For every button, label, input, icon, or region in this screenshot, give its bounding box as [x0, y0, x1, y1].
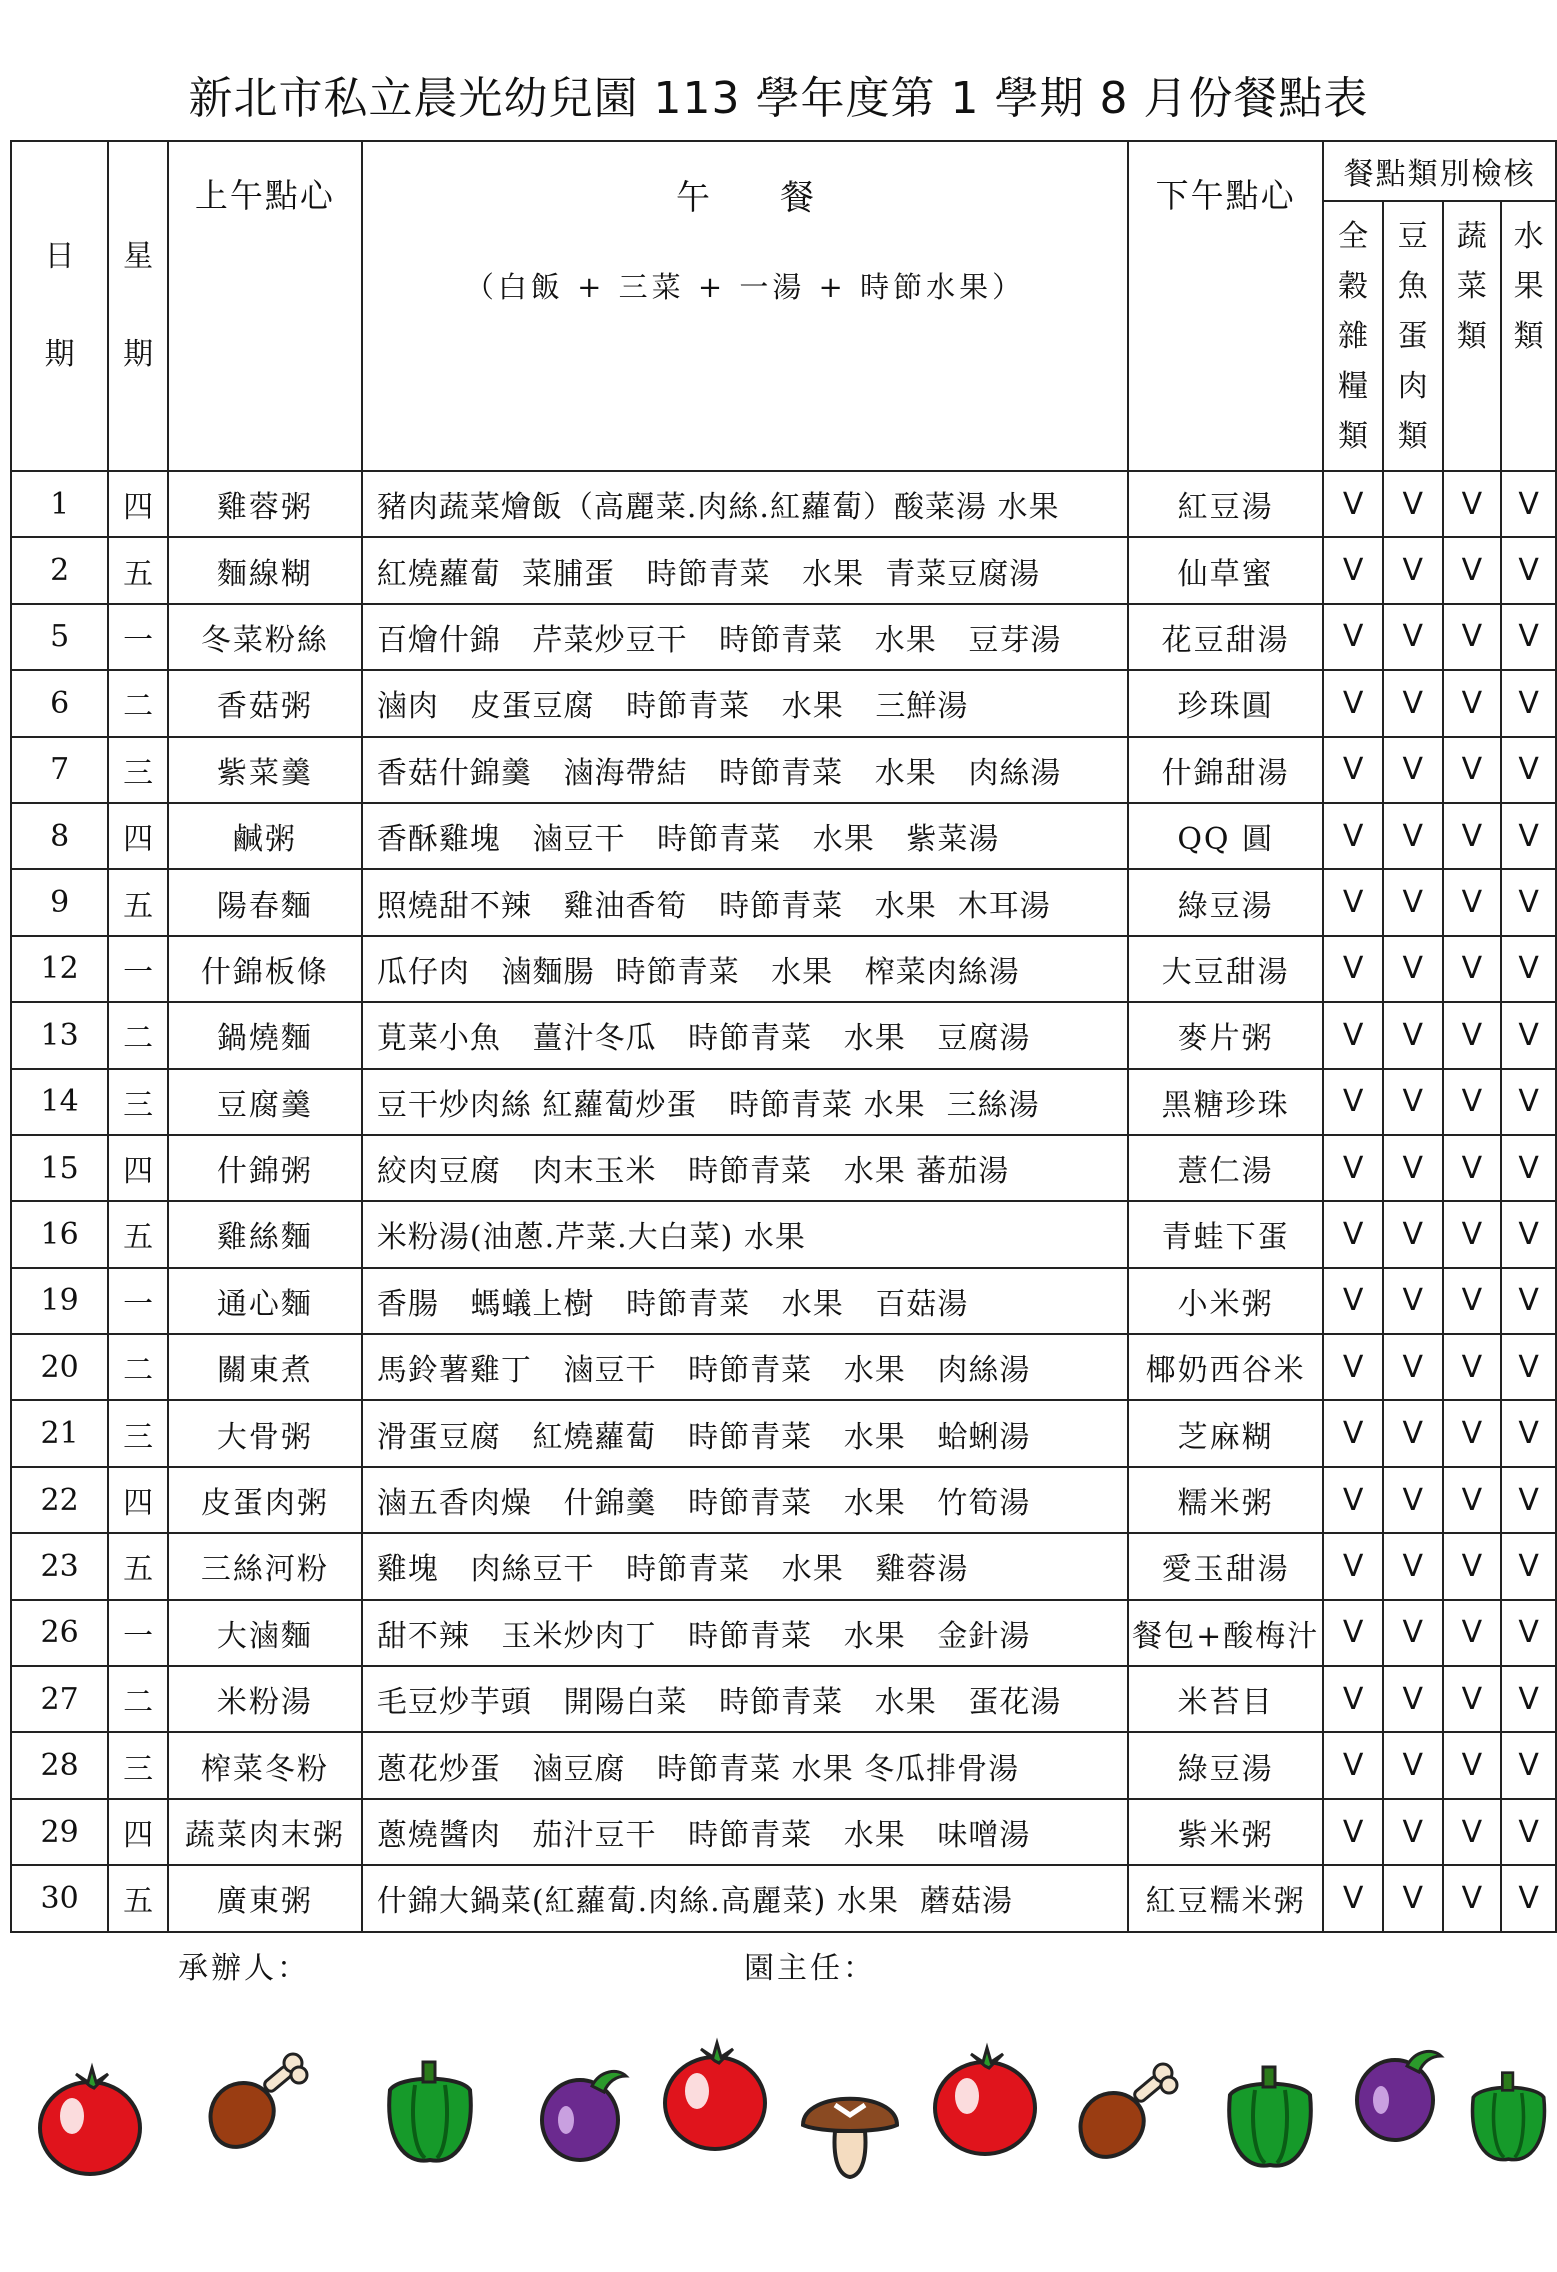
row-lunch: 蔥燒醬肉 茄汁豆干 時節青菜 水果 味噌湯	[362, 1799, 1128, 1865]
header-weekday-line1: 星	[123, 239, 154, 274]
row-lunch: 豬肉蔬菜燴飯（高麗菜.肉絲.紅蘿蔔）酸菜湯 水果	[362, 471, 1128, 537]
row-check-grains: V	[1323, 1069, 1383, 1135]
table-row	[11, 1400, 1556, 1466]
row-lunch: 滷五香肉燥 什錦羹 時節青菜 水果 竹筍湯	[362, 1467, 1128, 1533]
row-date: 7	[11, 737, 108, 803]
row-check-vegetables: V	[1443, 1268, 1502, 1334]
row-check-fruit: V	[1501, 1799, 1556, 1865]
row-check-protein: V	[1383, 670, 1443, 736]
row-check-vegetables: V	[1443, 1533, 1502, 1599]
row-pm-snack: 紫米粥	[1128, 1799, 1323, 1865]
row-check-grains: V	[1323, 1732, 1383, 1798]
row-check-vegetables: V	[1443, 1600, 1502, 1666]
row-check-protein: V	[1383, 1600, 1443, 1666]
row-check-grains: V	[1323, 1600, 1383, 1666]
category-char: 類	[1513, 319, 1544, 354]
handler-signature-label: 承辦人：	[178, 1951, 310, 1986]
row-weekday: 三	[108, 1069, 168, 1135]
row-check-grains: V	[1323, 936, 1383, 1002]
category-char: 類	[1338, 419, 1369, 454]
table-row	[11, 737, 1556, 803]
row-weekday: 三	[108, 1732, 168, 1798]
row-weekday: 一	[108, 1268, 168, 1334]
row-pm-snack: 米苔目	[1128, 1666, 1323, 1732]
row-check-vegetables: V	[1443, 1069, 1502, 1135]
director-signature-label: 園主任：	[744, 1951, 876, 1986]
table-row	[11, 1467, 1556, 1533]
row-check-fruit: V	[1501, 1400, 1556, 1466]
row-check-grains: V	[1323, 1666, 1383, 1732]
row-check-protein: V	[1383, 1533, 1443, 1599]
row-pm-snack: 紅豆湯	[1128, 471, 1323, 537]
row-am-snack: 皮蛋肉粥	[168, 1467, 362, 1533]
row-weekday: 四	[108, 1135, 168, 1201]
row-am-snack: 米粉湯	[168, 1666, 362, 1732]
row-check-fruit: V	[1501, 1600, 1556, 1666]
row-lunch: 百燴什錦 芹菜炒豆干 時節青菜 水果 豆芽湯	[362, 604, 1128, 670]
row-check-protein: V	[1383, 1799, 1443, 1865]
row-pm-snack: 紅豆糯米粥	[1128, 1865, 1323, 1931]
row-date: 22	[11, 1467, 108, 1533]
row-date: 5	[11, 604, 108, 670]
row-check-vegetables: V	[1443, 803, 1502, 869]
row-lunch: 絞肉豆腐 肉末玉米 時節青菜 水果 蕃茄湯	[362, 1135, 1128, 1201]
row-check-vegetables: V	[1443, 936, 1502, 1002]
row-check-fruit: V	[1501, 936, 1556, 1002]
row-weekday: 四	[108, 471, 168, 537]
row-date: 12	[11, 936, 108, 1002]
row-pm-snack: 什錦甜湯	[1128, 737, 1323, 803]
row-am-snack: 鹹粥	[168, 803, 362, 869]
row-weekday: 四	[108, 1799, 168, 1865]
row-pm-snack: 薏仁湯	[1128, 1135, 1323, 1201]
row-check-protein: V	[1383, 1732, 1443, 1798]
row-pm-snack: 花豆甜湯	[1128, 604, 1323, 670]
row-am-snack: 什錦粥	[168, 1135, 362, 1201]
row-lunch: 米粉湯(油蔥.芹菜.大白菜) 水果	[362, 1201, 1128, 1267]
row-lunch: 香菇什錦羹 滷海帶結 時節青菜 水果 肉絲湯	[362, 737, 1128, 803]
page-title: 新北市私立晨光幼兒園 113 學年度第 1 學期 8 月份餐點表	[188, 73, 1369, 124]
row-weekday: 二	[108, 1334, 168, 1400]
row-check-fruit: V	[1501, 471, 1556, 537]
header-date	[11, 141, 108, 471]
header-lunch-title: 午餐	[675, 178, 884, 218]
category-char: 糧	[1338, 369, 1369, 404]
table-row	[11, 1268, 1556, 1334]
row-weekday: 一	[108, 936, 168, 1002]
row-date: 9	[11, 869, 108, 935]
category-char: 果	[1513, 269, 1544, 304]
row-am-snack: 陽春麵	[168, 869, 362, 935]
row-date: 19	[11, 1268, 108, 1334]
row-am-snack: 大滷麵	[168, 1600, 362, 1666]
row-weekday: 四	[108, 1467, 168, 1533]
row-check-protein: V	[1383, 869, 1443, 935]
row-pm-snack: 珍珠圓	[1128, 670, 1323, 736]
row-am-snack: 榨菜冬粉	[168, 1732, 362, 1798]
header-weekday	[108, 141, 168, 471]
pepper-icon	[1460, 2055, 1557, 2175]
row-am-snack: 香菇粥	[168, 670, 362, 736]
row-check-protein: V	[1383, 803, 1443, 869]
row-am-snack: 通心麵	[168, 1268, 362, 1334]
table-row	[11, 1732, 1556, 1798]
meal-table	[10, 140, 1557, 1933]
row-date: 23	[11, 1533, 108, 1599]
row-weekday: 五	[108, 1201, 168, 1267]
row-check-vegetables: V	[1443, 1732, 1502, 1798]
row-am-snack: 什錦板條	[168, 936, 362, 1002]
row-am-snack: 雞蓉粥	[168, 471, 362, 537]
table-row	[11, 537, 1556, 603]
table-row	[11, 1600, 1556, 1666]
mushroom-icon	[795, 2075, 905, 2185]
category-char: 雜	[1338, 319, 1369, 354]
row-weekday: 二	[108, 670, 168, 736]
pepper-icon	[1215, 2055, 1325, 2175]
table-row	[11, 1002, 1556, 1068]
row-check-fruit: V	[1501, 1135, 1556, 1201]
table-row	[11, 1865, 1556, 1931]
row-date: 21	[11, 1400, 108, 1466]
row-weekday: 一	[108, 604, 168, 670]
row-check-vegetables: V	[1443, 1334, 1502, 1400]
row-check-grains: V	[1323, 1865, 1383, 1931]
table-row	[11, 936, 1556, 1002]
header-date-line2: 期	[44, 337, 75, 372]
header-lunch-note: （白飯 + 三菜 + 一湯 + 時節水果）	[464, 270, 1026, 304]
row-check-protein: V	[1383, 604, 1443, 670]
tomato-icon	[925, 2040, 1045, 2160]
row-check-vegetables: V	[1443, 1467, 1502, 1533]
row-check-fruit: V	[1501, 1002, 1556, 1068]
row-check-grains: V	[1323, 869, 1383, 935]
row-check-fruit: V	[1501, 737, 1556, 803]
header-category-vegetables	[1443, 201, 1502, 471]
row-pm-snack: 愛玉甜湯	[1128, 1533, 1323, 1599]
row-pm-snack: 椰奶西谷米	[1128, 1334, 1323, 1400]
row-lunch: 香酥雞塊 滷豆干 時節青菜 水果 紫菜湯	[362, 803, 1128, 869]
table-row	[11, 803, 1556, 869]
row-check-fruit: V	[1501, 869, 1556, 935]
row-check-grains: V	[1323, 1135, 1383, 1201]
category-char: 豆	[1397, 219, 1428, 254]
table-row	[11, 869, 1556, 935]
row-check-protein: V	[1383, 1666, 1443, 1732]
header-am-snack: 上午點心	[168, 141, 362, 471]
row-lunch: 香腸 螞蟻上樹 時節青菜 水果 百菇湯	[362, 1268, 1128, 1334]
row-check-fruit: V	[1501, 1666, 1556, 1732]
header-category-check: 餐點類別檢核	[1323, 141, 1556, 201]
row-check-fruit: V	[1501, 670, 1556, 736]
row-check-protein: V	[1383, 936, 1443, 1002]
row-check-fruit: V	[1501, 1201, 1556, 1267]
row-check-protein: V	[1383, 471, 1443, 537]
table-row	[11, 1135, 1556, 1201]
row-pm-snack: 青蛙下蛋	[1128, 1201, 1323, 1267]
row-am-snack: 雞絲麵	[168, 1201, 362, 1267]
category-char: 魚	[1397, 269, 1428, 304]
row-date: 20	[11, 1334, 108, 1400]
row-check-grains: V	[1323, 604, 1383, 670]
row-lunch: 蔥花炒蛋 滷豆腐 時節青菜 水果 冬瓜排骨湯	[362, 1732, 1128, 1798]
header-date-line1: 日	[44, 239, 75, 274]
row-am-snack: 關東煮	[168, 1334, 362, 1400]
row-lunch: 紅燒蘿蔔 菜脯蛋 時節青菜 水果 青菜豆腐湯	[362, 537, 1128, 603]
row-weekday: 四	[108, 803, 168, 869]
row-check-protein: V	[1383, 1467, 1443, 1533]
meal-table-body	[11, 471, 1556, 1932]
row-check-protein: V	[1383, 1334, 1443, 1400]
row-weekday: 五	[108, 537, 168, 603]
row-lunch: 莧菜小魚 薑汁冬瓜 時節青菜 水果 豆腐湯	[362, 1002, 1128, 1068]
row-check-vegetables: V	[1443, 1666, 1502, 1732]
row-check-grains: V	[1323, 1400, 1383, 1466]
row-check-fruit: V	[1501, 604, 1556, 670]
row-date: 26	[11, 1600, 108, 1666]
eggplant-icon	[530, 2050, 640, 2170]
row-check-grains: V	[1323, 803, 1383, 869]
row-check-vegetables: V	[1443, 737, 1502, 803]
tomato-icon	[30, 2060, 150, 2180]
table-row	[11, 670, 1556, 736]
category-char: 類	[1456, 319, 1487, 354]
row-check-protein: V	[1383, 1201, 1443, 1267]
row-weekday: 三	[108, 737, 168, 803]
row-lunch: 瓜仔肉 滷麵腸 時節青菜 水果 榨菜肉絲湯	[362, 936, 1128, 1002]
row-pm-snack: 小米粥	[1128, 1268, 1323, 1334]
row-am-snack: 豆腐羹	[168, 1069, 362, 1135]
row-date: 15	[11, 1135, 108, 1201]
header-weekday-line2: 期	[123, 337, 154, 372]
row-lunch: 甜不辣 玉米炒肉丁 時節青菜 水果 金針湯	[362, 1600, 1128, 1666]
table-row	[11, 1069, 1556, 1135]
table-row	[11, 1201, 1556, 1267]
row-pm-snack: 仙草蜜	[1128, 537, 1323, 603]
row-weekday: 一	[108, 1600, 168, 1666]
row-am-snack: 大骨粥	[168, 1400, 362, 1466]
row-pm-snack: 黑糖珍珠	[1128, 1069, 1323, 1135]
row-am-snack: 鍋燒麵	[168, 1002, 362, 1068]
row-check-grains: V	[1323, 471, 1383, 537]
category-char: 穀	[1338, 269, 1369, 304]
row-pm-snack: 糯米粥	[1128, 1467, 1323, 1533]
header-lunch	[362, 141, 1128, 471]
header-category-protein	[1383, 201, 1443, 471]
row-weekday: 五	[108, 1533, 168, 1599]
category-char: 類	[1397, 419, 1428, 454]
row-check-protein: V	[1383, 1865, 1443, 1931]
row-lunch: 毛豆炒芋頭 開陽白菜 時節青菜 水果 蛋花湯	[362, 1666, 1128, 1732]
tomato-icon	[655, 2035, 775, 2155]
row-check-grains: V	[1323, 1533, 1383, 1599]
category-char: 蛋	[1397, 319, 1428, 354]
table-row	[11, 1799, 1556, 1865]
row-check-protein: V	[1383, 537, 1443, 603]
row-am-snack: 冬菜粉絲	[168, 604, 362, 670]
row-check-grains: V	[1323, 737, 1383, 803]
row-check-vegetables: V	[1443, 1002, 1502, 1068]
pepper-icon	[375, 2050, 485, 2170]
row-date: 13	[11, 1002, 108, 1068]
header-pm-snack: 下午點心	[1128, 141, 1323, 471]
category-char: 全	[1338, 219, 1369, 254]
row-pm-snack: 芝麻糊	[1128, 1400, 1323, 1466]
row-check-fruit: V	[1501, 537, 1556, 603]
table-row	[11, 1666, 1556, 1732]
row-pm-snack: 綠豆湯	[1128, 869, 1323, 935]
row-check-protein: V	[1383, 1268, 1443, 1334]
row-pm-snack: 餐包+酸梅汁	[1128, 1600, 1323, 1666]
row-check-protein: V	[1383, 1002, 1443, 1068]
row-check-fruit: V	[1501, 1732, 1556, 1798]
row-pm-snack: QQ 圓	[1128, 803, 1323, 869]
row-date: 30	[11, 1865, 108, 1931]
row-check-grains: V	[1323, 1334, 1383, 1400]
row-weekday: 二	[108, 1666, 168, 1732]
row-pm-snack: 綠豆湯	[1128, 1732, 1323, 1798]
row-check-grains: V	[1323, 1201, 1383, 1267]
row-weekday: 三	[108, 1400, 168, 1466]
row-check-vegetables: V	[1443, 1201, 1502, 1267]
row-check-fruit: V	[1501, 1069, 1556, 1135]
row-check-grains: V	[1323, 1799, 1383, 1865]
category-char: 肉	[1397, 369, 1428, 404]
row-check-grains: V	[1323, 670, 1383, 736]
row-check-vegetables: V	[1443, 471, 1502, 537]
row-lunch: 什錦大鍋菜(紅蘿蔔.肉絲.高麗菜) 水果 蘑菇湯	[362, 1865, 1128, 1931]
row-check-grains: V	[1323, 1268, 1383, 1334]
row-date: 6	[11, 670, 108, 736]
table-row	[11, 604, 1556, 670]
row-check-vegetables: V	[1443, 1400, 1502, 1466]
row-am-snack: 三絲河粉	[168, 1533, 362, 1599]
row-weekday: 五	[108, 1865, 168, 1931]
category-char: 水	[1513, 219, 1544, 254]
row-am-snack: 蔬菜肉末粥	[168, 1799, 362, 1865]
row-weekday: 二	[108, 1002, 168, 1068]
row-date: 27	[11, 1666, 108, 1732]
row-check-fruit: V	[1501, 1533, 1556, 1599]
row-date: 29	[11, 1799, 108, 1865]
row-check-vegetables: V	[1443, 670, 1502, 736]
row-lunch: 滑蛋豆腐 紅燒蘿蔔 時節青菜 水果 蛤蜊湯	[362, 1400, 1128, 1466]
row-lunch: 滷肉 皮蛋豆腐 時節青菜 水果 三鮮湯	[362, 670, 1128, 736]
row-pm-snack: 麥片粥	[1128, 1002, 1323, 1068]
row-check-grains: V	[1323, 1002, 1383, 1068]
row-weekday: 五	[108, 869, 168, 935]
row-check-vegetables: V	[1443, 537, 1502, 603]
row-pm-snack: 大豆甜湯	[1128, 936, 1323, 1002]
row-check-grains: V	[1323, 537, 1383, 603]
row-am-snack: 紫菜羹	[168, 737, 362, 803]
table-row	[11, 1334, 1556, 1400]
row-check-vegetables: V	[1443, 1865, 1502, 1931]
row-check-protein: V	[1383, 737, 1443, 803]
table-row	[11, 1533, 1556, 1599]
row-check-vegetables: V	[1443, 1135, 1502, 1201]
row-lunch: 馬鈴薯雞丁 滷豆干 時節青菜 水果 肉絲湯	[362, 1334, 1128, 1400]
row-check-protein: V	[1383, 1069, 1443, 1135]
eggplant-icon	[1345, 2030, 1455, 2150]
row-check-fruit: V	[1501, 1865, 1556, 1931]
row-check-grains: V	[1323, 1467, 1383, 1533]
category-char: 菜	[1456, 269, 1487, 304]
row-lunch: 雞塊 肉絲豆干 時節青菜 水果 雞蓉湯	[362, 1533, 1128, 1599]
row-date: 14	[11, 1069, 108, 1135]
header-category-fruit	[1501, 201, 1556, 471]
row-check-fruit: V	[1501, 803, 1556, 869]
header-category-grains	[1323, 201, 1383, 471]
row-check-fruit: V	[1501, 1334, 1556, 1400]
row-check-vegetables: V	[1443, 1799, 1502, 1865]
row-date: 1	[11, 471, 108, 537]
row-lunch: 豆干炒肉絲 紅蘿蔔炒蛋 時節青菜 水果 三絲湯	[362, 1069, 1128, 1135]
drumstick-icon	[1065, 2055, 1185, 2175]
row-lunch: 照燒甜不辣 雞油香筍 時節青菜 水果 木耳湯	[362, 869, 1128, 935]
row-check-protein: V	[1383, 1135, 1443, 1201]
row-date: 8	[11, 803, 108, 869]
row-check-fruit: V	[1501, 1268, 1556, 1334]
row-check-fruit: V	[1501, 1467, 1556, 1533]
row-am-snack: 廣東粥	[168, 1865, 362, 1931]
row-am-snack: 麵線糊	[168, 537, 362, 603]
drumstick-icon	[195, 2045, 315, 2165]
row-check-vegetables: V	[1443, 869, 1502, 935]
table-row	[11, 471, 1556, 537]
row-check-vegetables: V	[1443, 604, 1502, 670]
row-date: 16	[11, 1201, 108, 1267]
row-date: 2	[11, 537, 108, 603]
row-date: 28	[11, 1732, 108, 1798]
category-char: 蔬	[1456, 219, 1487, 254]
row-check-protein: V	[1383, 1400, 1443, 1466]
